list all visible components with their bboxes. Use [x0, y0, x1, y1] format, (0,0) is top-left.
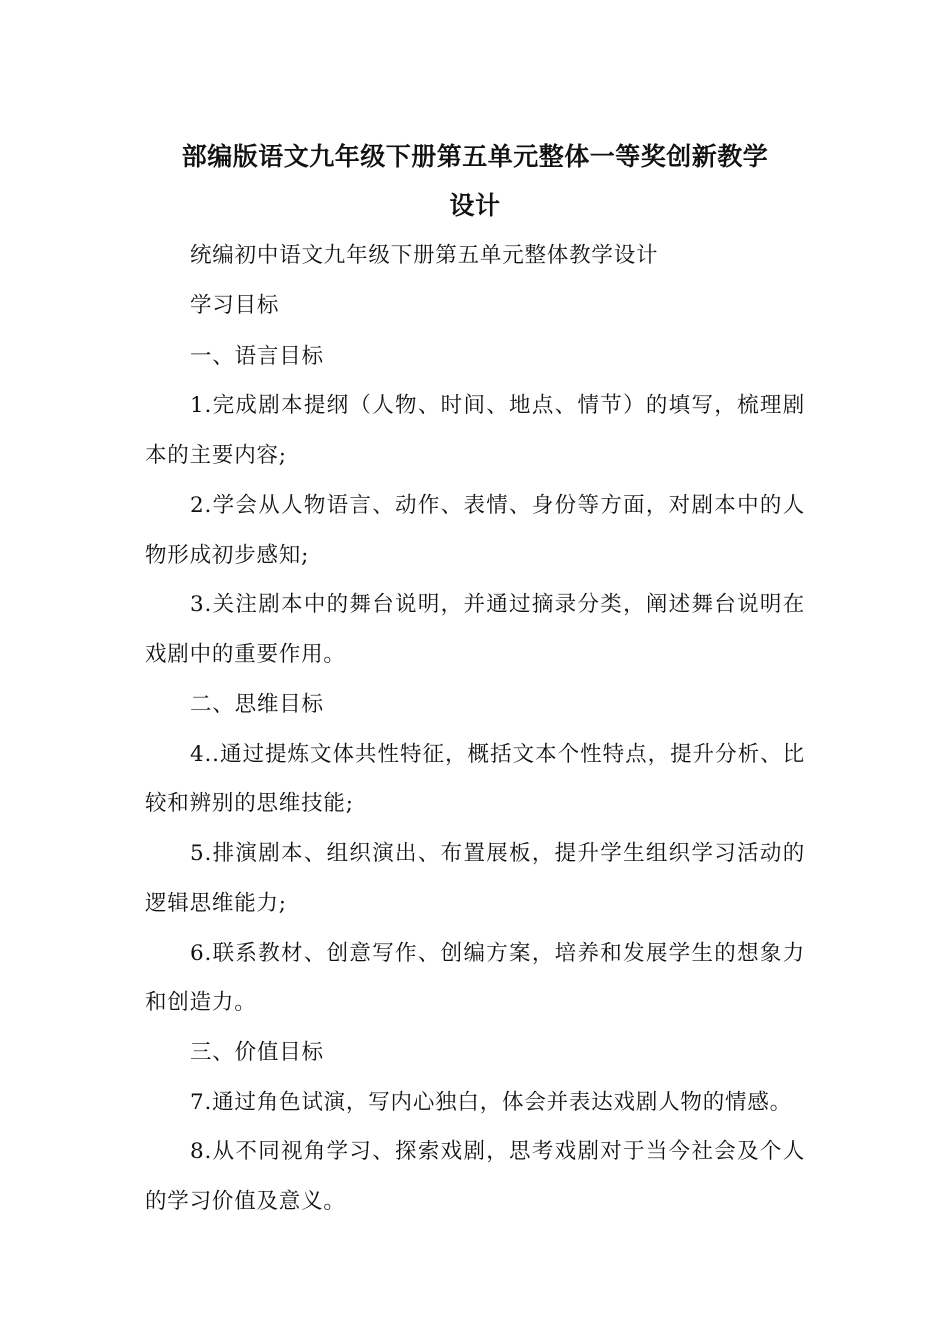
document-subtitle: 统编初中语文九年级下册第五单元整体教学设计	[190, 243, 659, 268]
goal-item-8-line-1: 8.从不同视角学习、探索戏剧，思考戏剧对于当今社会及个人	[190, 1139, 805, 1164]
goal-item-4-line-1: 4..通过提炼文体共性特征，概括文本个性特点，提升分析、比	[190, 742, 805, 767]
goal-item-2-line-1: 2.学会从人物语言、动作、表情、身份等方面，对剧本中的人	[190, 493, 805, 518]
goal-group-heading-thinking: 二、思维目标	[190, 692, 324, 717]
goal-group-heading-language: 一、语言目标	[190, 344, 324, 369]
goal-item-3-line-2: 戏剧中的重要作用。	[145, 642, 346, 667]
goal-item-1-line-1: 1.完成剧本提纲（人物、时间、地点、情节）的填写，梳理剧	[190, 393, 805, 418]
goal-item-7: 7.通过角色试演，写内心独白，体会并表达戏剧人物的情感。	[190, 1090, 792, 1115]
goal-item-2-line-2: 物形成初步感知;	[145, 543, 310, 568]
document-title-line-1: 部编版语文九年级下册第五单元整体一等奖创新教学	[181, 142, 769, 171]
goal-group-heading-value: 三、价值目标	[190, 1040, 324, 1065]
goal-item-3-line-1: 3.关注剧本中的舞台说明，并通过摘录分类，阐述舞台说明在	[190, 592, 805, 617]
goal-item-6-line-1: 6.联系教材、创意写作、创编方案，培养和发展学生的想象力	[190, 941, 805, 966]
goal-item-1-line-2: 本的主要内容;	[145, 443, 287, 468]
section-heading-learning-goals: 学习目标	[190, 293, 280, 318]
goal-item-4-line-2: 较和辨别的思维技能;	[145, 791, 354, 816]
goal-item-8-line-2: 的学习价值及意义。	[145, 1189, 346, 1214]
goal-item-6-line-2: 和创造力。	[145, 990, 257, 1015]
document-title-line-2: 设计	[449, 191, 501, 220]
goal-item-5-line-2: 逻辑思维能力;	[145, 891, 287, 916]
goal-item-5-line-1: 5.排演剧本、组织演出、布置展板，提升学生组织学习活动的	[190, 841, 805, 866]
